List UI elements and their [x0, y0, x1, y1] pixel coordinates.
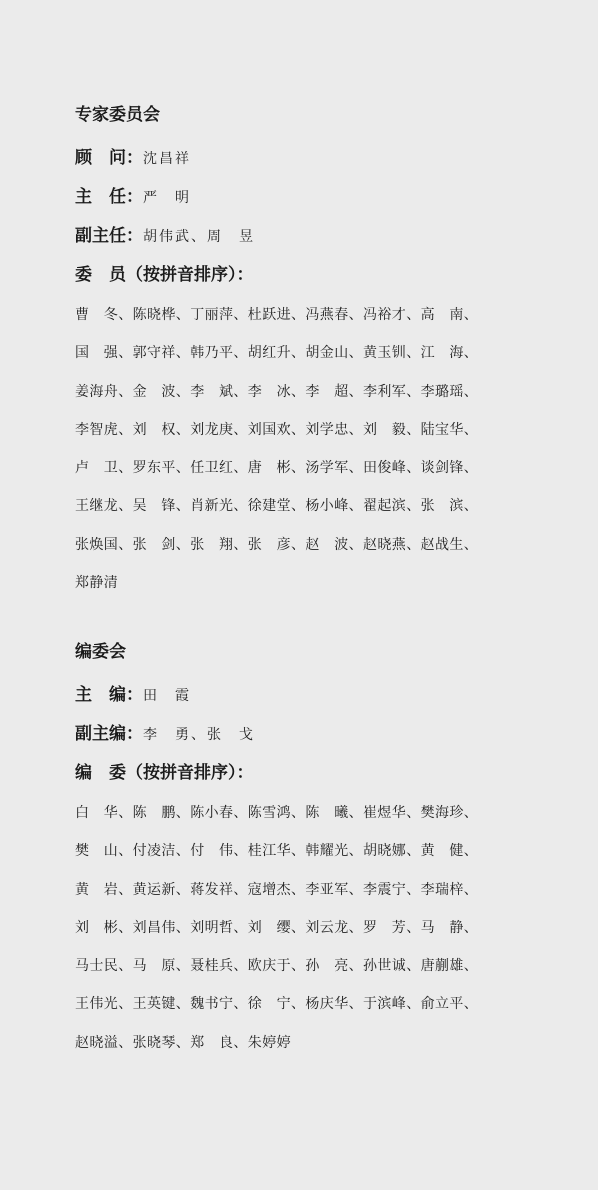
vice-director-row	[75, 216, 525, 255]
director-label: 主 任：	[75, 187, 143, 207]
director-row	[75, 177, 525, 216]
advisor-row	[75, 138, 525, 177]
advisor-names: 沈昌祥	[143, 151, 191, 167]
editor-line: 黄 岩、黄运新、蒋发祥、寇增杰、李亚军、李震宁、李瑞梓、	[75, 881, 479, 898]
members-header-row	[75, 255, 525, 294]
vice-chief-editor-names: 李 勇、张 戈	[143, 727, 255, 743]
vice-director-names: 胡伟武、周 昱	[143, 229, 255, 245]
member-line: 国 强、郭守祥、韩乃平、胡红升、胡金山、黄玉钏、江 海、	[75, 345, 479, 362]
editor-line: 刘 彬、刘昌伟、刘明哲、刘 缨、刘云龙、罗 芳、马 静、	[75, 919, 479, 936]
editorial-committee-section	[75, 637, 525, 1062]
chief-editor-label: 主 编：	[75, 685, 143, 705]
editor-line: 白 华、陈 鹏、陈小春、陈雪鸿、陈 曦、崔煜华、樊海珍、	[75, 805, 479, 821]
member-line: 卢 卫、罗东平、任卫红、唐 彬、汤学军、田俊峰、谈剑锋、	[75, 460, 479, 477]
member-line: 李智虎、刘 权、刘龙庚、刘国欢、刘学忠、刘 毅、陆宝华、	[75, 421, 479, 438]
member-line: 张焕国、张 剑、张 翔、张 彦、赵 波、赵晓燕、赵战生、	[75, 536, 479, 553]
editor-line: 樊 山、付凌洁、付 伟、桂江华、韩耀光、胡晓娜、黄 健、	[75, 843, 479, 860]
members-list	[75, 296, 525, 602]
editorial-committee-title: 编委会	[75, 642, 126, 662]
members-label: 委 员（按拼音排序）：	[75, 265, 254, 285]
vice-chief-editor-label: 副主编：	[75, 724, 143, 744]
editors-list	[75, 794, 525, 1062]
expert-committee-section	[75, 100, 525, 602]
chief-editor-row	[75, 675, 525, 714]
vice-director-label: 副主任：	[75, 226, 143, 246]
editor-line: 马士民、马 原、聂桂兵、欧庆于、孙 亮、孙世诚、唐蒯雄、	[75, 958, 479, 975]
editor-line: 王伟光、王英键、魏书宁、徐 宁、杨庆华、于滨峰、俞立平、	[75, 996, 479, 1013]
vice-chief-editor-row	[75, 714, 525, 753]
editors-header-row	[75, 753, 525, 792]
member-line: 姜海舟、金 波、李 斌、李 冰、李 超、李利军、李璐瑶、	[75, 383, 479, 400]
editor-line: 赵晓溢、张晓琴、郑 良、朱婷婷	[75, 1034, 291, 1051]
member-line: 郑静清	[75, 575, 119, 592]
advisor-label: 顾 问：	[75, 148, 143, 168]
member-line: 曹 冬、陈晓桦、丁丽萍、杜跃进、冯燕春、冯裕才、高 南、	[75, 307, 479, 323]
director-names: 严 明	[143, 190, 191, 206]
expert-committee-title: 专家委员会	[75, 105, 160, 125]
member-line: 王继龙、吴 锋、肖新光、徐建堂、杨小峰、翟起滨、张 滨、	[75, 498, 479, 515]
editors-label: 编 委（按拼音排序）：	[75, 763, 254, 783]
chief-editor-names: 田 霞	[143, 688, 191, 704]
